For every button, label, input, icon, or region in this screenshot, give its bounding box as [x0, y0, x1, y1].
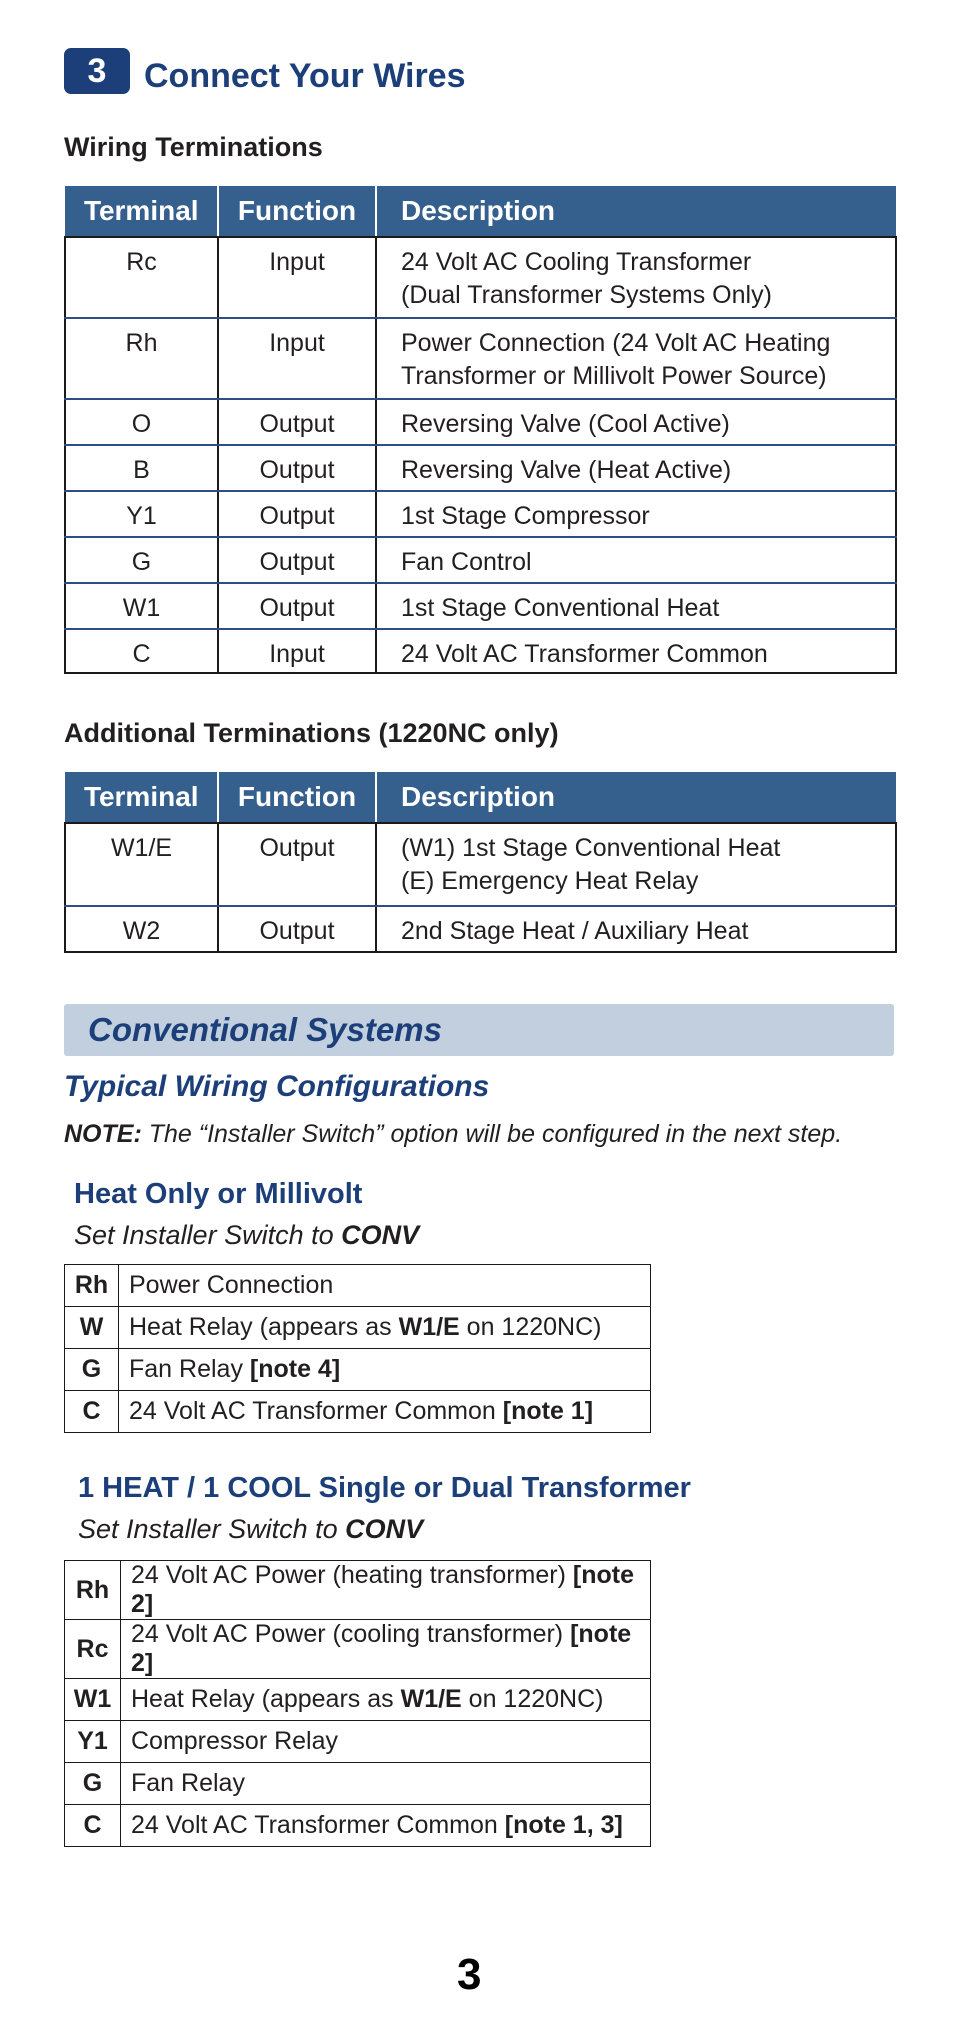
table-row [65, 1307, 651, 1349]
note-reference: [note 2] [131, 1620, 632, 1677]
description-cell: Fan Control [376, 537, 896, 583]
table-row [65, 1349, 651, 1391]
column-header-terminal: Terminal [65, 186, 218, 237]
function-cell: Input [218, 629, 376, 673]
table-header-row [65, 186, 896, 237]
column-header-terminal: Terminal [65, 772, 218, 823]
heat-only-wiring-table [64, 1264, 651, 1433]
connection-cell [121, 1805, 651, 1847]
terminal-cell: G [65, 537, 218, 583]
table-row [65, 1679, 651, 1721]
function-cell: Output [218, 583, 376, 629]
description-cell: Reversing Valve (Cool Active) [376, 399, 896, 445]
connection-tail: on 1220NC) [461, 1685, 604, 1713]
table-row [65, 823, 896, 906]
installer-switch-note [64, 1120, 842, 1149]
description-cell [376, 318, 896, 399]
heat-cool-subtitle [78, 1514, 423, 1545]
connection-bold: W1/E [400, 1685, 462, 1713]
terminal-cell: W1/E [65, 823, 218, 906]
heat-only-subtitle [74, 1220, 419, 1251]
function-cell: Output [218, 823, 376, 906]
terminal-cell: B [65, 445, 218, 491]
connection-text: Fan Relay [129, 1355, 250, 1383]
terminal-cell: Y1 [65, 491, 218, 537]
connection-text: 24 Volt AC Transformer Common [131, 1811, 505, 1839]
description-cell: 24 Volt AC Transformer Common [376, 629, 896, 673]
terminal-cell: Rc [65, 1620, 121, 1679]
terminal-cell: W2 [65, 906, 218, 952]
column-header-function: Function [218, 772, 376, 823]
connection-cell [119, 1265, 651, 1307]
function-cell: Input [218, 237, 376, 318]
description-line: Power Connection (24 Volt AC Heating [401, 329, 831, 357]
table-row [65, 1391, 651, 1433]
switch-value: CONV [341, 1220, 420, 1250]
description-cell: 1st Stage Compressor [376, 491, 896, 537]
description-cell [376, 823, 896, 906]
connection-cell [119, 1307, 651, 1349]
connection-text: 24 Volt AC Power (heating transformer) [131, 1561, 573, 1589]
terminal-cell: C [65, 1391, 119, 1433]
connection-cell [119, 1391, 651, 1433]
table-row [65, 583, 896, 629]
description-cell: 1st Stage Conventional Heat [376, 583, 896, 629]
table-row [65, 445, 896, 491]
table-row [65, 1561, 651, 1620]
connection-text: Fan Relay [131, 1769, 245, 1797]
connection-cell [121, 1763, 651, 1805]
table-row [65, 537, 896, 583]
terminal-cell: Rh [65, 1561, 121, 1620]
connection-text: 24 Volt AC Power (cooling transformer) [131, 1620, 571, 1648]
note-reference: [note 1, 3] [504, 1811, 623, 1839]
column-header-description: Description [376, 772, 896, 823]
connection-text: Heat Relay (appears as [129, 1313, 399, 1341]
table-row [65, 1721, 651, 1763]
column-header-description: Description [376, 186, 896, 237]
table-row [65, 906, 896, 952]
table-row [65, 1620, 651, 1679]
table-row [65, 1805, 651, 1847]
note-reference: [note 2] [131, 1561, 634, 1618]
description-line: (W1) 1st Stage Conventional Heat [401, 834, 781, 862]
table-row [65, 318, 896, 399]
table-row [65, 237, 896, 318]
description-line: Transformer or Millivolt Power Source) [401, 362, 827, 390]
step-number-badge: 3 [64, 48, 130, 94]
switch-value: CONV [345, 1514, 424, 1544]
terminal-cell: C [65, 1805, 121, 1847]
terminal-cell: O [65, 399, 218, 445]
table-row [65, 1763, 651, 1805]
terminal-cell: Y1 [65, 1721, 121, 1763]
column-header-function: Function [218, 186, 376, 237]
page-number: 3 [457, 1950, 482, 1999]
table-row [65, 629, 896, 673]
note-reference: [note 4] [249, 1355, 341, 1383]
page-title: Connect Your Wires [144, 57, 466, 95]
connection-tail: on 1220NC) [459, 1313, 602, 1341]
description-cell: 2nd Stage Heat / Auxiliary Heat [376, 906, 896, 952]
section-banner-title: Conventional Systems [88, 1011, 442, 1048]
note-text: The “Installer Switch” option will be configured in the next step. [141, 1120, 843, 1148]
connection-cell [121, 1620, 651, 1679]
table-header-row [65, 772, 896, 823]
description-line: (E) Emergency Heat Relay [401, 867, 699, 895]
note-reference: [note 1] [502, 1397, 594, 1425]
function-cell: Output [218, 445, 376, 491]
connection-cell [119, 1349, 651, 1391]
additional-terminations-heading: Additional Terminations (1220NC only) [64, 718, 559, 748]
connection-bold: W1/E [398, 1313, 460, 1341]
connection-text: Compressor Relay [131, 1727, 339, 1755]
connection-text: Heat Relay (appears as [131, 1685, 401, 1713]
description-cell: Reversing Valve (Heat Active) [376, 445, 896, 491]
heat-cool-wiring-table [64, 1560, 651, 1847]
description-line: 24 Volt AC Cooling Transformer [401, 248, 752, 276]
table-row [65, 399, 896, 445]
terminal-cell: W [65, 1307, 119, 1349]
connection-text: 24 Volt AC Transformer Common [129, 1397, 503, 1425]
heat-only-title: Heat Only or Millivolt [74, 1178, 363, 1210]
heat-cool-title: 1 HEAT / 1 COOL Single or Dual Transformer [78, 1472, 691, 1504]
terminal-cell: W1 [65, 1679, 121, 1721]
function-cell: Input [218, 318, 376, 399]
description-line: (Dual Transformer Systems Only) [401, 281, 772, 309]
wiring-terminations-heading: Wiring Terminations [64, 132, 323, 162]
connection-cell [121, 1679, 651, 1721]
terminal-cell: G [65, 1763, 121, 1805]
table-row [65, 491, 896, 537]
terminal-cell: C [65, 629, 218, 673]
terminal-cell: W1 [65, 583, 218, 629]
function-cell: Output [218, 906, 376, 952]
function-cell: Output [218, 399, 376, 445]
additional-terminations-table [64, 772, 897, 953]
function-cell: Output [218, 537, 376, 583]
switch-prefix: Set Installer Switch to [74, 1220, 342, 1250]
connection-text: Power Connection [129, 1271, 334, 1299]
terminal-cell: Rh [65, 318, 218, 399]
function-cell: Output [218, 491, 376, 537]
switch-prefix: Set Installer Switch to [78, 1514, 346, 1544]
connection-cell [121, 1721, 651, 1763]
terminal-cell: Rc [65, 237, 218, 318]
table-row [65, 1265, 651, 1307]
terminal-cell: G [65, 1349, 119, 1391]
description-cell [376, 237, 896, 318]
connection-cell [121, 1561, 651, 1620]
typical-wiring-heading: Typical Wiring Configurations [64, 1070, 490, 1103]
note-label: NOTE: [64, 1120, 142, 1148]
terminal-cell: Rh [65, 1265, 119, 1307]
wiring-terminations-table [64, 186, 897, 674]
